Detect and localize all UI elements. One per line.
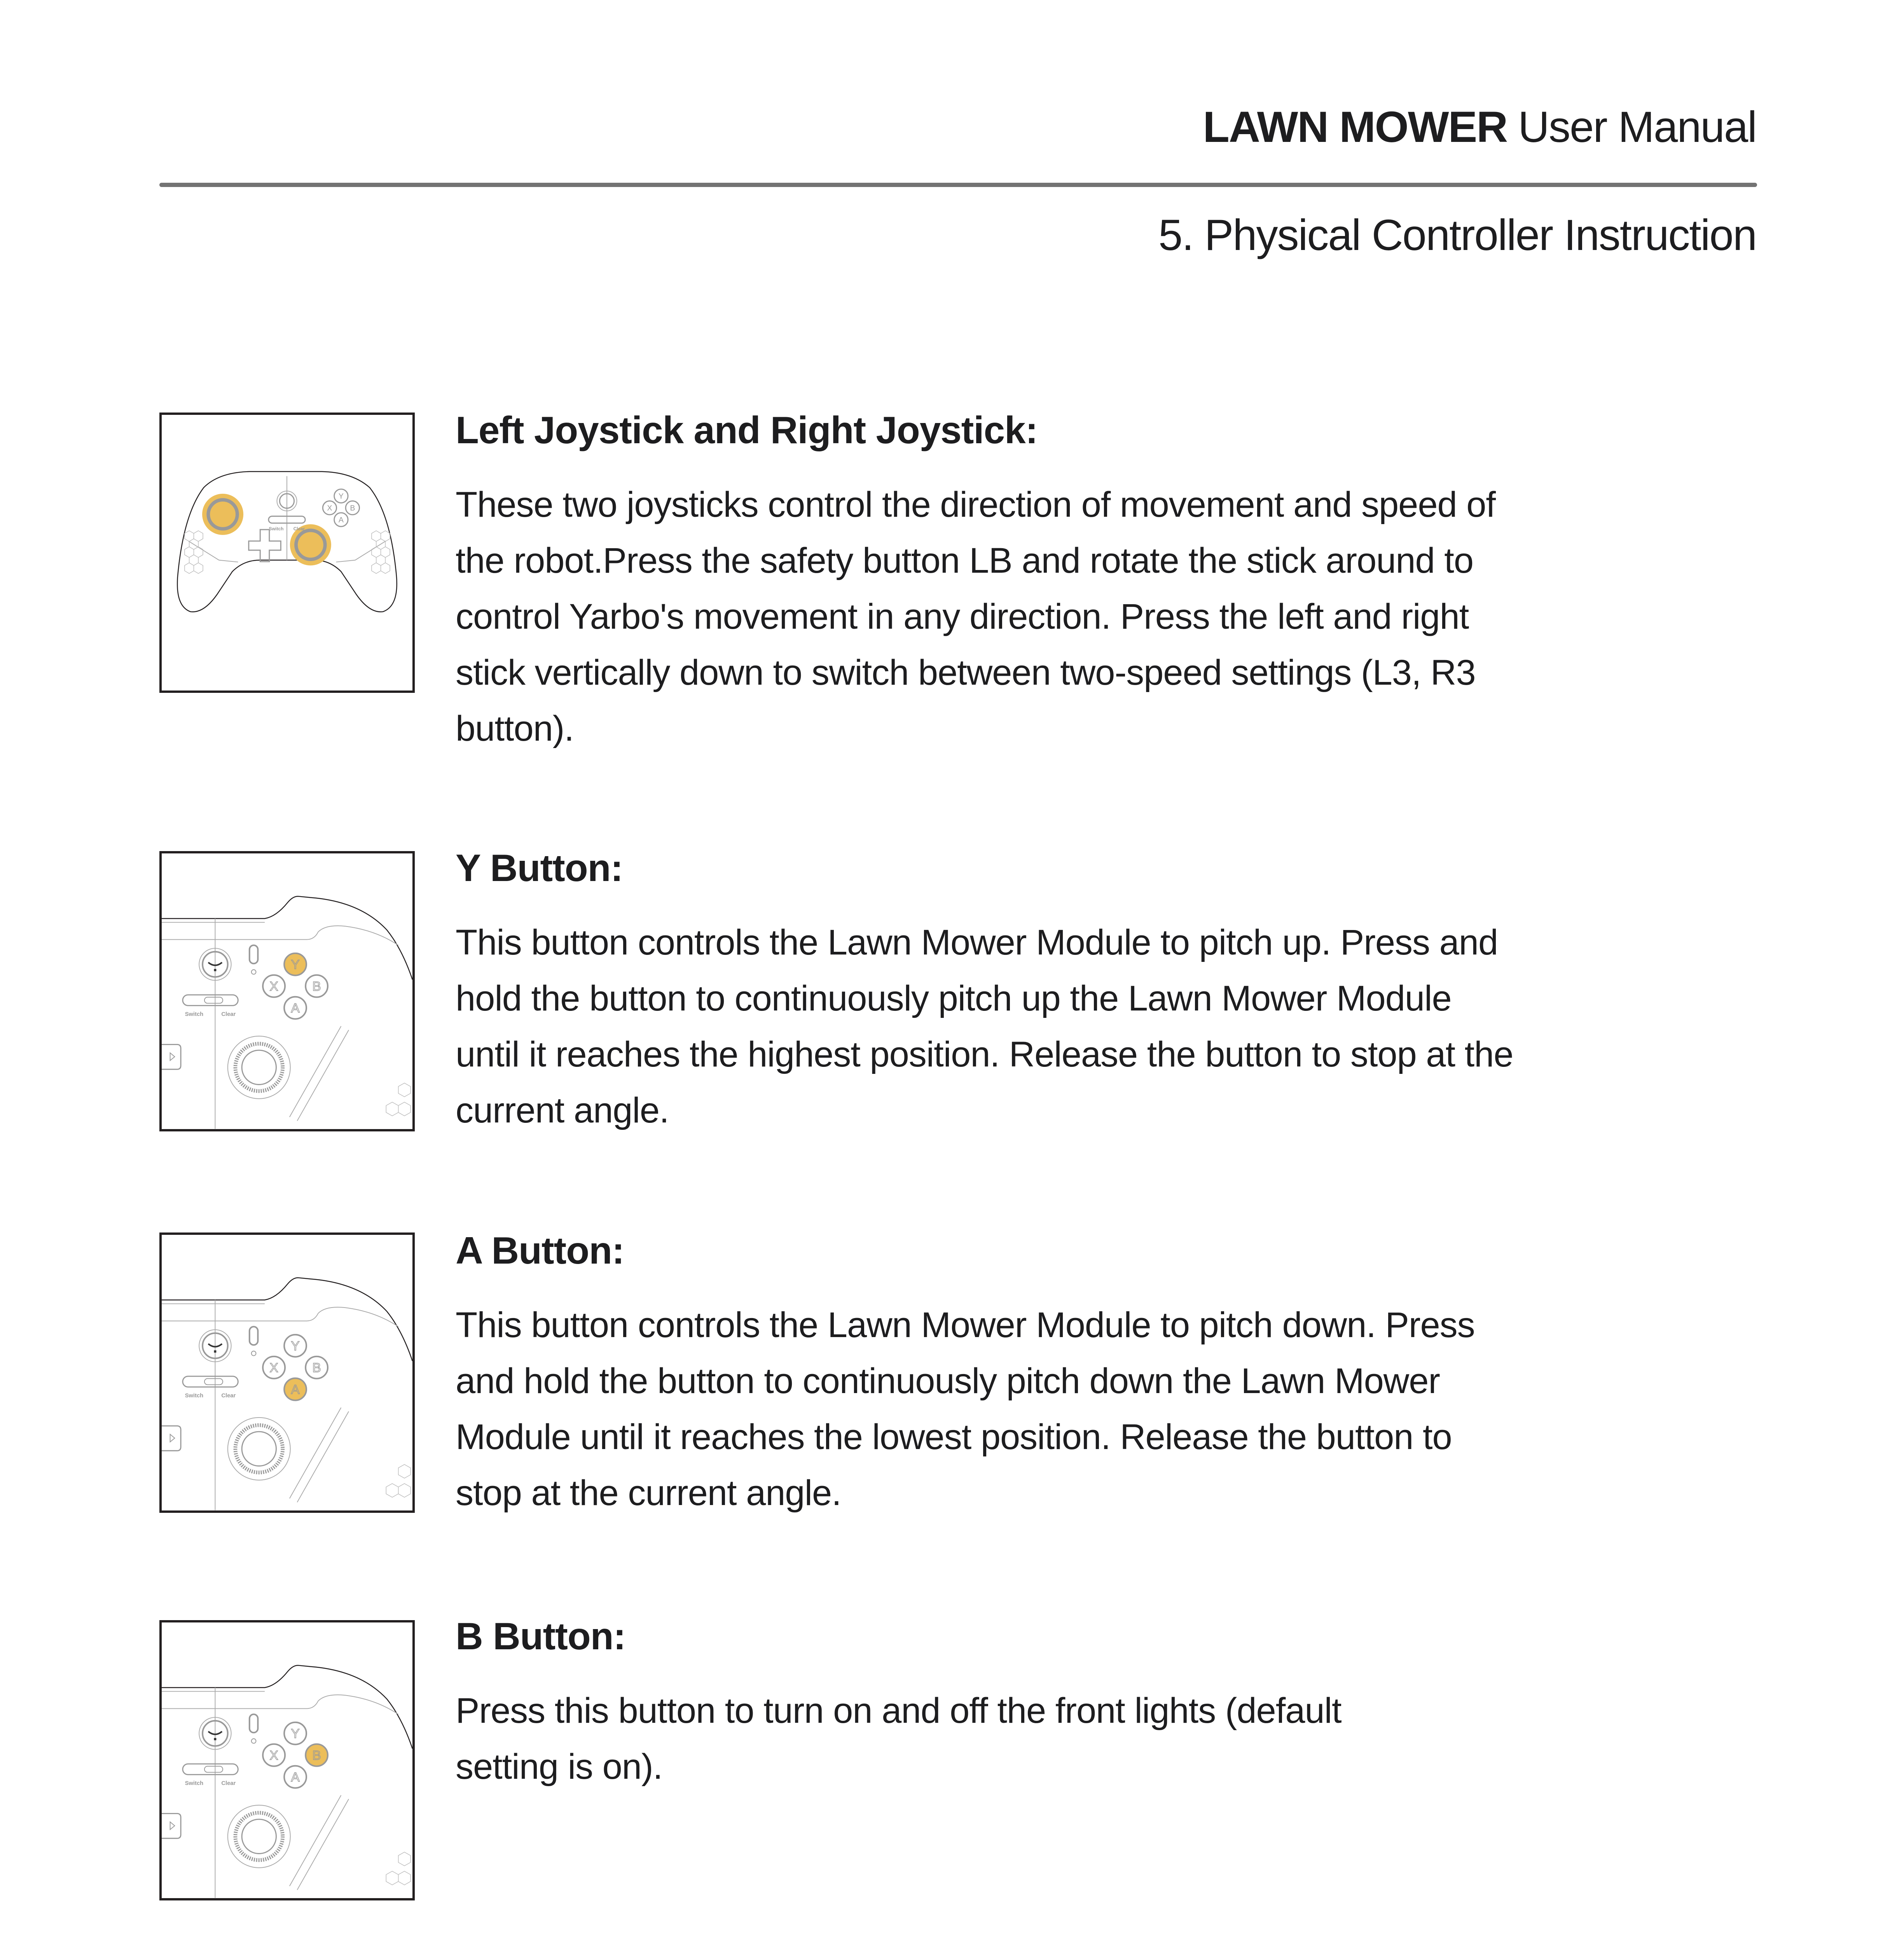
a-label: A [338, 516, 344, 524]
body-joysticks [456, 477, 1754, 757]
gamepad-closeup-icon [162, 1235, 412, 1510]
body-line: This button controls the Lawn Mower Module to pitch down. Press [456, 1305, 1475, 1345]
a-label: A [291, 1770, 300, 1785]
body-line: the robot.Press the safety button LB and rotate the stick around to [456, 541, 1473, 580]
heading-b-button: B Button: [456, 1615, 626, 1657]
body-line: button). [456, 709, 574, 748]
gamepad-closeup-icon [162, 1622, 412, 1898]
body-line: This button controls the Lawn Mower Module to pitch up. Press and [456, 923, 1498, 962]
a-label: A [291, 1382, 300, 1397]
clear-label: Clear [221, 1011, 236, 1017]
body-line: Press this button to turn on and off the front lights (default [456, 1691, 1342, 1731]
controller-full-illustration [159, 413, 415, 693]
body-y-button [456, 914, 1754, 1138]
y-label: Y [291, 1339, 300, 1354]
controller-y-illustration [159, 851, 415, 1131]
body-line: These two joysticks control the direction of movement and speed of [456, 485, 1495, 524]
clear-label: Clear [221, 1780, 236, 1787]
gamepad-icon [162, 415, 412, 691]
y-label: Y [291, 958, 300, 972]
clear-label: Clear [293, 526, 305, 532]
x-label: X [327, 504, 332, 513]
switch-label: Switch [269, 526, 284, 532]
x-label: X [269, 979, 278, 994]
body-line: and hold the button to continuously pitch down the Lawn Mower [456, 1361, 1440, 1401]
body-line: Module until it reaches the lowest position. Release the button to [456, 1417, 1452, 1457]
switch-label: Switch [185, 1780, 204, 1787]
b-label: B [312, 979, 321, 994]
b-label: B [312, 1361, 321, 1376]
product-name: LAWN MOWER [1203, 103, 1507, 151]
y-label: Y [291, 1727, 300, 1741]
body-line: stop at the current angle. [456, 1473, 841, 1513]
heading-joysticks: Left Joystick and Right Joystick: [456, 409, 1038, 451]
heading-y-button: Y Button: [456, 846, 623, 889]
body-a-button [456, 1297, 1754, 1521]
body-line: setting is on). [456, 1747, 663, 1787]
b-label: B [350, 504, 355, 513]
body-line: control Yarbo's movement in any direction. Press the left and right [456, 597, 1469, 636]
switch-label: Switch [185, 1011, 204, 1017]
body-b-button [456, 1683, 1754, 1795]
body-line: current angle. [456, 1091, 669, 1130]
body-line: until it reaches the highest position. Release the button to stop at the [456, 1035, 1513, 1074]
x-label: X [269, 1361, 278, 1376]
body-line: stick vertically down to switch between two-speed settings (L3, R3 [456, 653, 1476, 692]
gamepad-closeup-icon [162, 853, 412, 1129]
heading-a-button: A Button: [456, 1229, 624, 1272]
section-title: 5. Physical Controller Instruction [1158, 211, 1756, 259]
manual-title [1203, 102, 1756, 152]
controller-a-illustration [159, 1232, 415, 1513]
controller-b-illustration [159, 1620, 415, 1900]
a-label: A [291, 1001, 300, 1016]
header-divider [159, 183, 1757, 187]
document-type: User Manual [1518, 103, 1756, 151]
clear-label: Clear [221, 1392, 236, 1399]
b-label: B [312, 1748, 321, 1763]
body-line: hold the button to continuously pitch up the Lawn Mower Module [456, 979, 1452, 1018]
switch-label: Switch [185, 1392, 204, 1399]
y-label: Y [338, 492, 344, 501]
x-label: X [269, 1748, 278, 1763]
